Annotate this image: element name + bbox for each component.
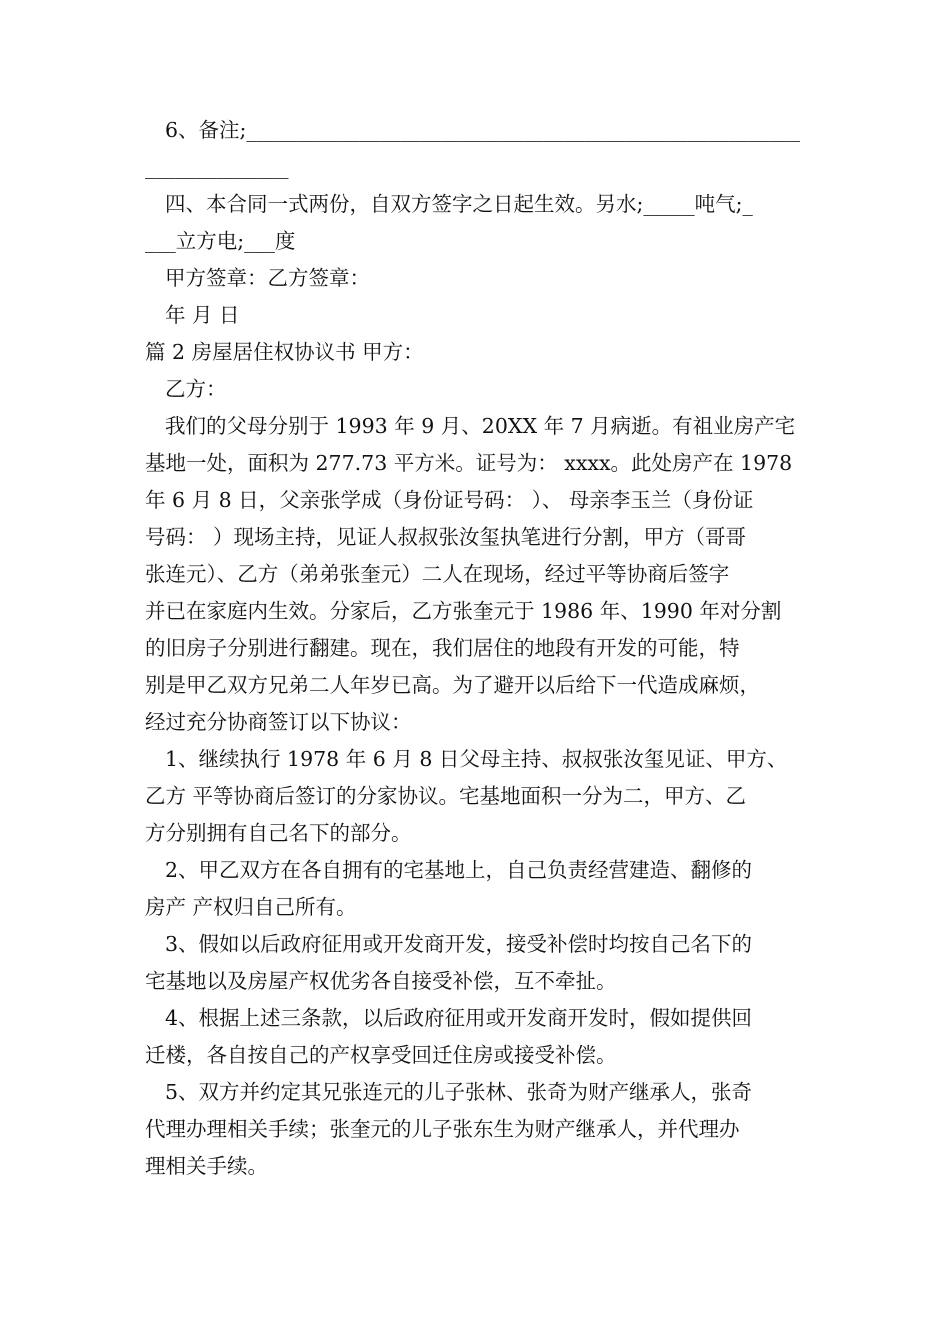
text-line: 5、双方并约定其兄张连元的儿子张林、张奇为财产继承人，张奇 (165, 1080, 753, 1104)
text-line: 6、备注;______________________________________________________ (165, 118, 800, 142)
text-line: 号码： ）现场主持，见证人叔叔张汝玺执笔进行分割，甲方（哥哥 (145, 525, 747, 549)
text-line: 方分别拥有自己名下的部分。 (145, 821, 412, 845)
text-line: 迁楼，各自按自己的产权享受回迁住房或接受补偿。 (145, 1043, 617, 1067)
text-line: 的旧房子分别进行翻建。现在，我们居住的地段有开发的可能，特 (145, 636, 740, 660)
text-line: 经过充分协商签订以下协议： (145, 710, 412, 734)
text-line: 房产 产权归自己所有。 (145, 895, 357, 919)
text-line: 1、继续执行 1978 年 6 月 8 日父母主持、叔叔张汝玺见证、甲方、 (165, 747, 788, 771)
text-line: 别是甲乙双方兄弟二人年岁已高。为了避开以后给下一代造成麻烦， (145, 673, 760, 697)
text-line: 3、假如以后政府征用或开发商开发，接受补偿时均按自己名下的 (165, 932, 753, 956)
text-line: 张连元）、乙方（弟弟张奎元）二人在现场，经过平等协商后签字 (145, 562, 730, 586)
text-line: ______________ (145, 155, 289, 179)
text-line: 宅基地以及房屋产权优劣各自接受补偿，互不牵扯。 (145, 969, 617, 993)
text-line: 篇 2 房屋居住权协议书 甲方： (145, 340, 424, 364)
text-line: 乙方 平等协商后签订的分家协议。宅基地面积一分为二，甲方、乙 (145, 784, 747, 808)
text-line: 乙方： (165, 377, 227, 401)
document-page (145, 112, 825, 1185)
text-line: 代理办理相关手续；张奎元的儿子张东生为财产继承人，并代理办 (145, 1117, 740, 1141)
text-line: 甲方签章：乙方签章： (165, 266, 370, 290)
text-line: 并已在家庭内生效。分家后，乙方张奎元于 1986 年、1990 年对分割 (145, 599, 782, 623)
text-line: 基地一处，面积为 277.73 平方米。证号为： xxxx。此处房产在 1978 (145, 451, 793, 475)
text-line: ___立方电;___度 (145, 229, 296, 253)
text-line: 理相关手续。 (145, 1154, 268, 1178)
text-line: 四、本合同一式两份，自双方签字之日起生效。另水;_____吨气;_ (165, 192, 753, 216)
text-line: 年 6 月 8 日，父亲张学成（身份证号码： ）、 母亲李玉兰（身份证 (145, 488, 754, 512)
text-line: 我们的父母分别于 1993 年 9 月、20XX 年 7 月病逝。有祖业房产宅 (165, 414, 796, 438)
text-line: 4、根据上述三条款，以后政府征用或开发商开发时，假如提供回 (165, 1006, 753, 1030)
text-line: 2、甲乙双方在各自拥有的宅基地上，自己负责经营建造、翻修的 (165, 858, 753, 882)
text-line: 年 月 日 (165, 303, 240, 327)
